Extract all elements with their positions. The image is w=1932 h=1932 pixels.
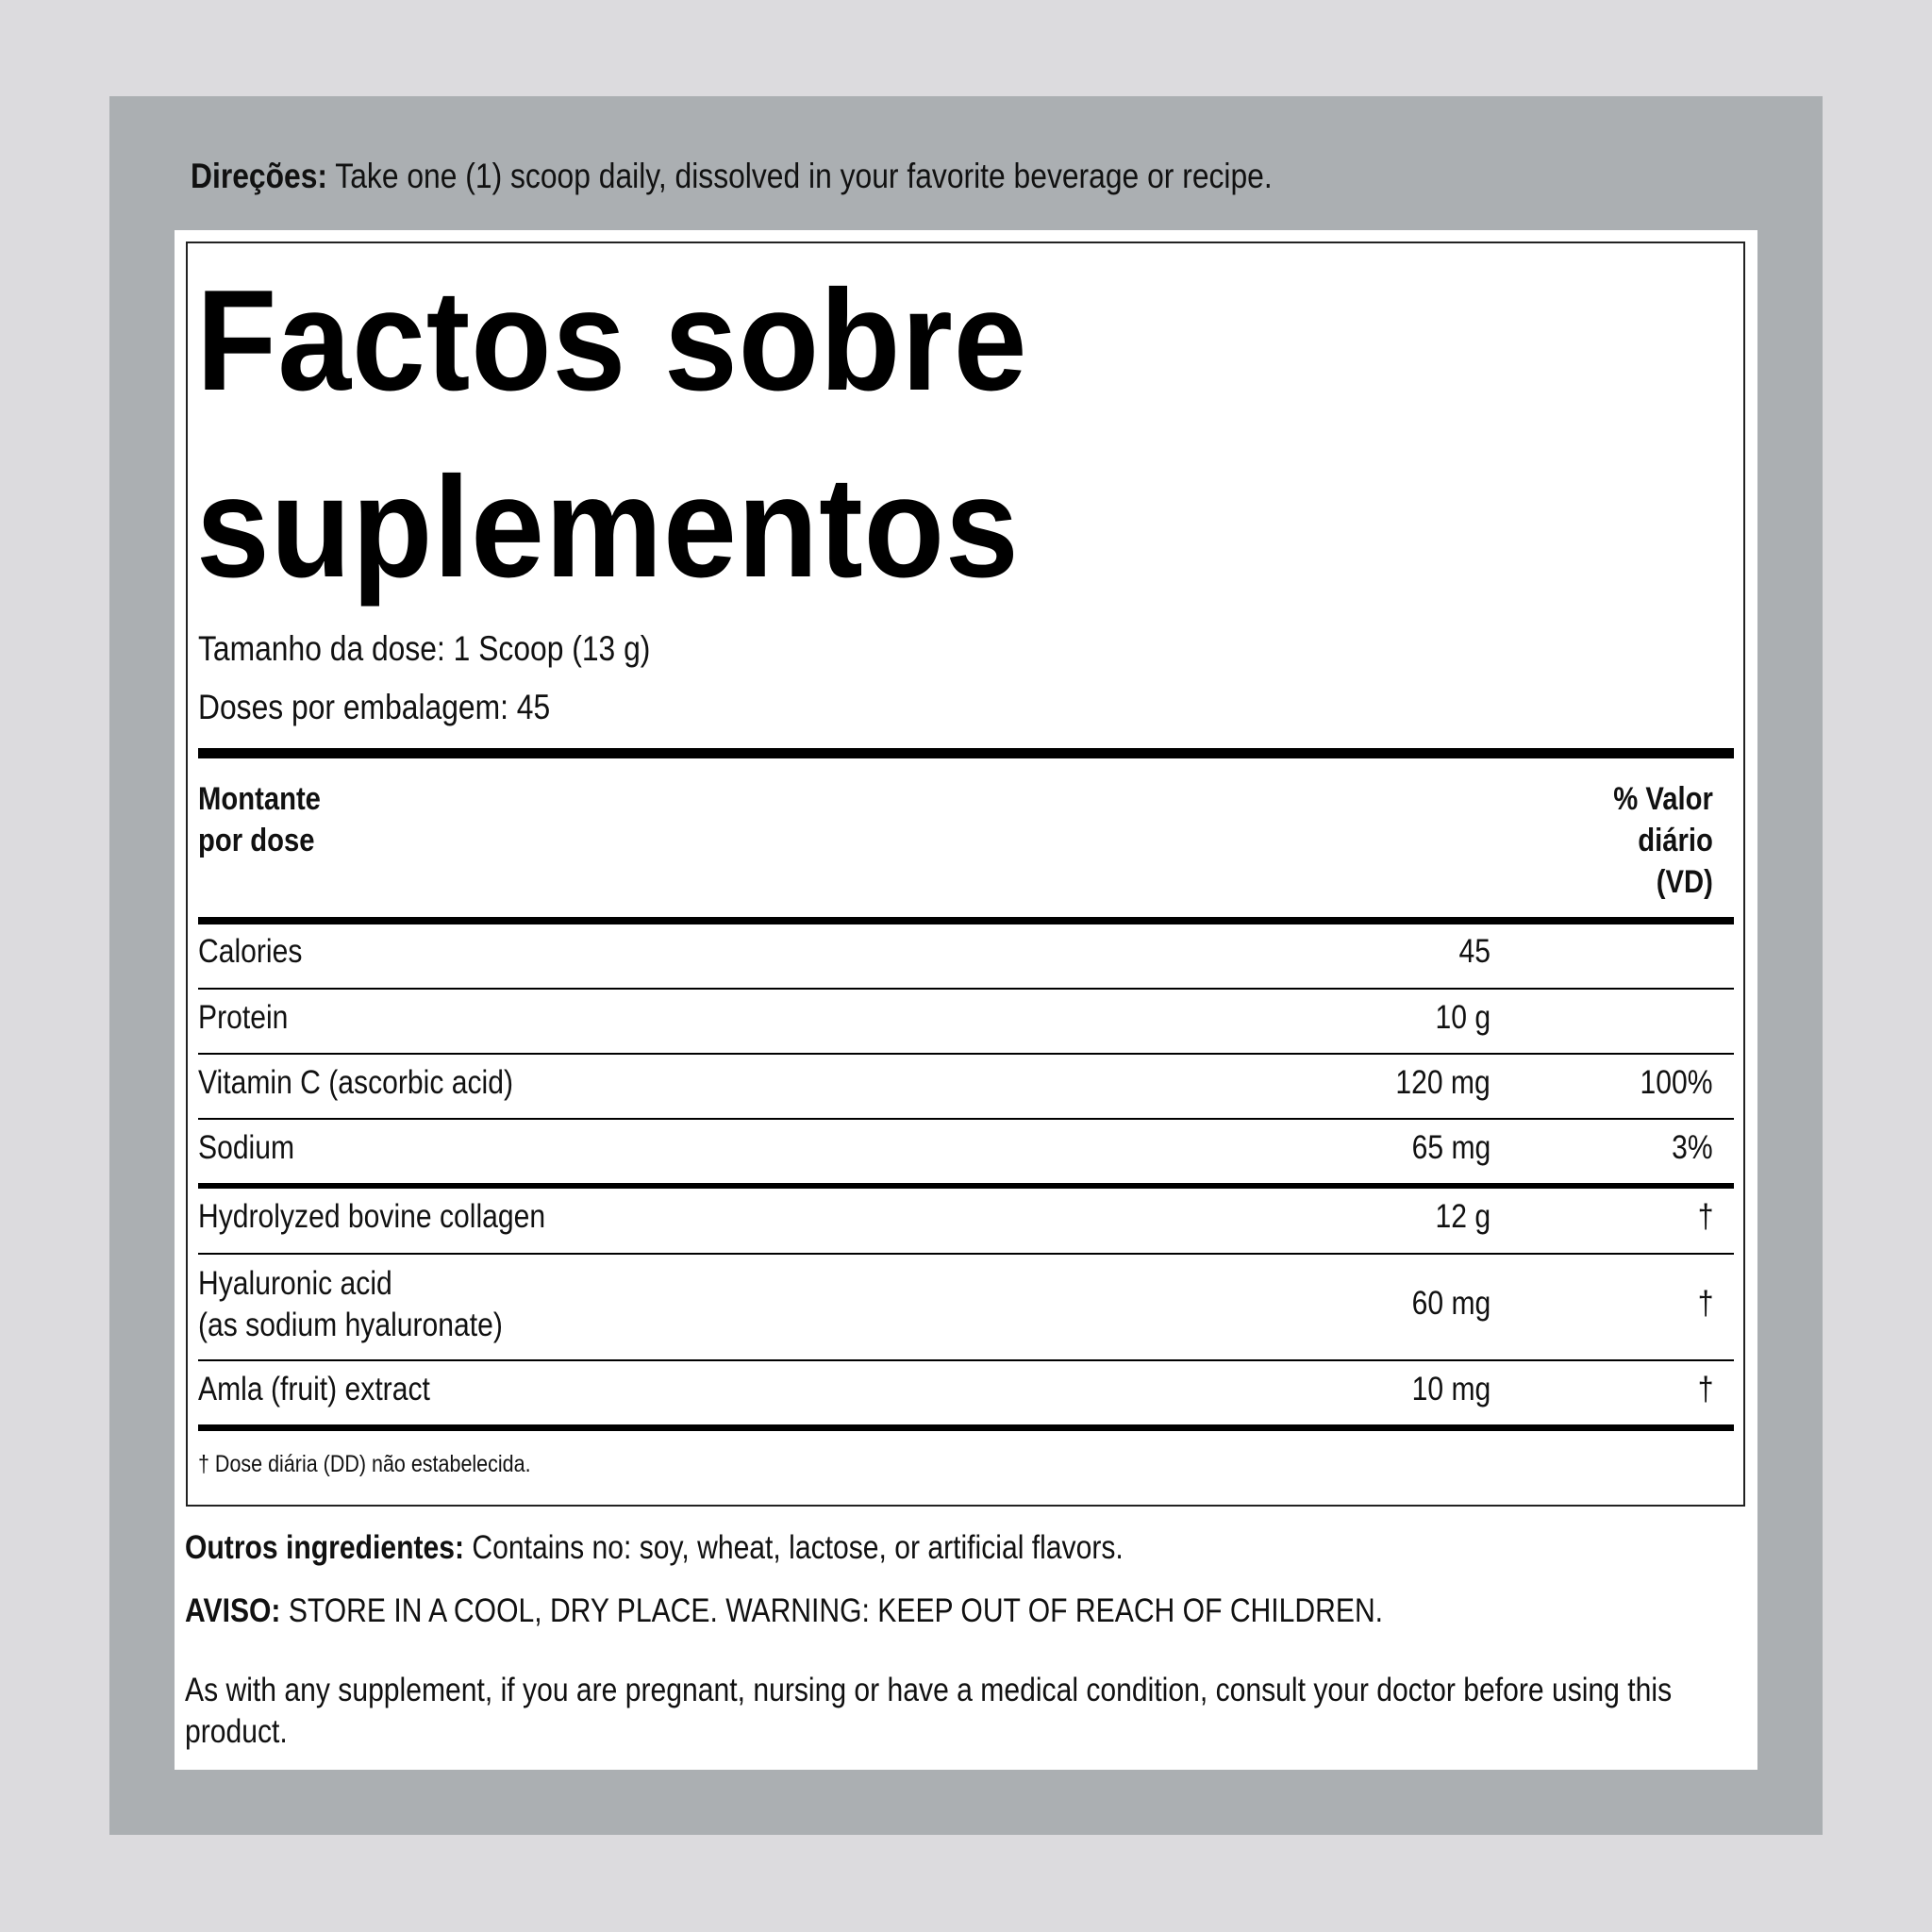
nutrient-dv: 3% [1672, 1129, 1713, 1166]
row-divider [198, 1253, 1734, 1255]
warning [185, 1591, 1383, 1632]
section-divider [198, 1183, 1734, 1189]
medical-advice: As with any supplement, if you are pregnant, nursing or have a medical condition, consult your doctor before using this product. [185, 1672, 1673, 1750]
header-right-line1: % Valor [1613, 781, 1713, 817]
ingredient-dv: † [1697, 1371, 1713, 1407]
daily-value-footnote: † Dose diária (DD) não estabelecida. [198, 1451, 531, 1477]
row-divider [198, 1118, 1734, 1120]
ingredient-amount: 60 mg [1411, 1285, 1491, 1322]
ingredient-dv: † [1697, 1285, 1713, 1322]
nutrient-name: Sodium [198, 1129, 295, 1166]
ingredient-name [198, 1263, 503, 1346]
header-left-line1: Montante [198, 781, 321, 817]
directions-label: Direções: [191, 157, 328, 195]
amount-per-serving-header [198, 778, 321, 861]
other-ingredients [185, 1527, 1124, 1569]
header-left-line2: por dose [198, 823, 315, 858]
ingredient-dv: † [1697, 1198, 1713, 1235]
nutrient-amount: 45 [1458, 933, 1491, 970]
ingredient-name-line2: (as sodium hyaluronate) [198, 1307, 503, 1343]
ingredient-amount: 12 g [1435, 1198, 1491, 1235]
ingredient-name-line1: Hyaluronic acid [198, 1265, 392, 1302]
medium-divider [198, 917, 1734, 924]
serving-size: Tamanho da dose: 1 Scoop (13 g) [198, 629, 651, 668]
ingredient-amount: 10 mg [1411, 1371, 1491, 1407]
daily-value-header [1613, 778, 1713, 903]
directions-line [191, 157, 1273, 196]
nutrient-name: Protein [198, 999, 289, 1036]
other-ingredients-label: Outros ingredientes: [185, 1529, 465, 1566]
warning-label: AVISO: [185, 1592, 281, 1629]
bottom-divider [198, 1424, 1734, 1431]
nutrient-amount: 65 mg [1411, 1129, 1491, 1166]
header-right-line3: (VD) [1656, 864, 1713, 900]
warning-text: STORE IN A COOL, DRY PLACE. WARNING: KEEP OUT OF REACH OF CHILDREN. [280, 1592, 1384, 1629]
other-ingredients-text: Contains no: soy, wheat, lactose, or artificial flavors. [464, 1529, 1124, 1566]
thick-divider [198, 748, 1734, 758]
row-divider [198, 1053, 1734, 1055]
nutrient-name: Vitamin C (ascorbic acid) [198, 1064, 514, 1101]
directions-text: Take one (1) scoop daily, dissolved in your favorite beverage or recipe. [327, 157, 1273, 195]
nutrient-amount: 120 mg [1395, 1064, 1491, 1101]
row-divider [198, 988, 1734, 990]
servings-per-container: Doses por embalagem: 45 [198, 688, 551, 726]
facts-title [196, 247, 1027, 621]
ingredient-name: Amla (fruit) extract [198, 1371, 430, 1407]
facts-title-line2: suplementos [196, 447, 1020, 608]
nutrient-name: Calories [198, 933, 303, 970]
ingredient-name: Hydrolyzed bovine collagen [198, 1198, 546, 1235]
header-right-line2: diário [1638, 823, 1713, 858]
nutrient-amount: 10 g [1435, 999, 1491, 1036]
facts-title-line1: Factos sobre [196, 260, 1028, 421]
nutrient-dv: 100% [1641, 1064, 1713, 1101]
row-divider [198, 1359, 1734, 1361]
